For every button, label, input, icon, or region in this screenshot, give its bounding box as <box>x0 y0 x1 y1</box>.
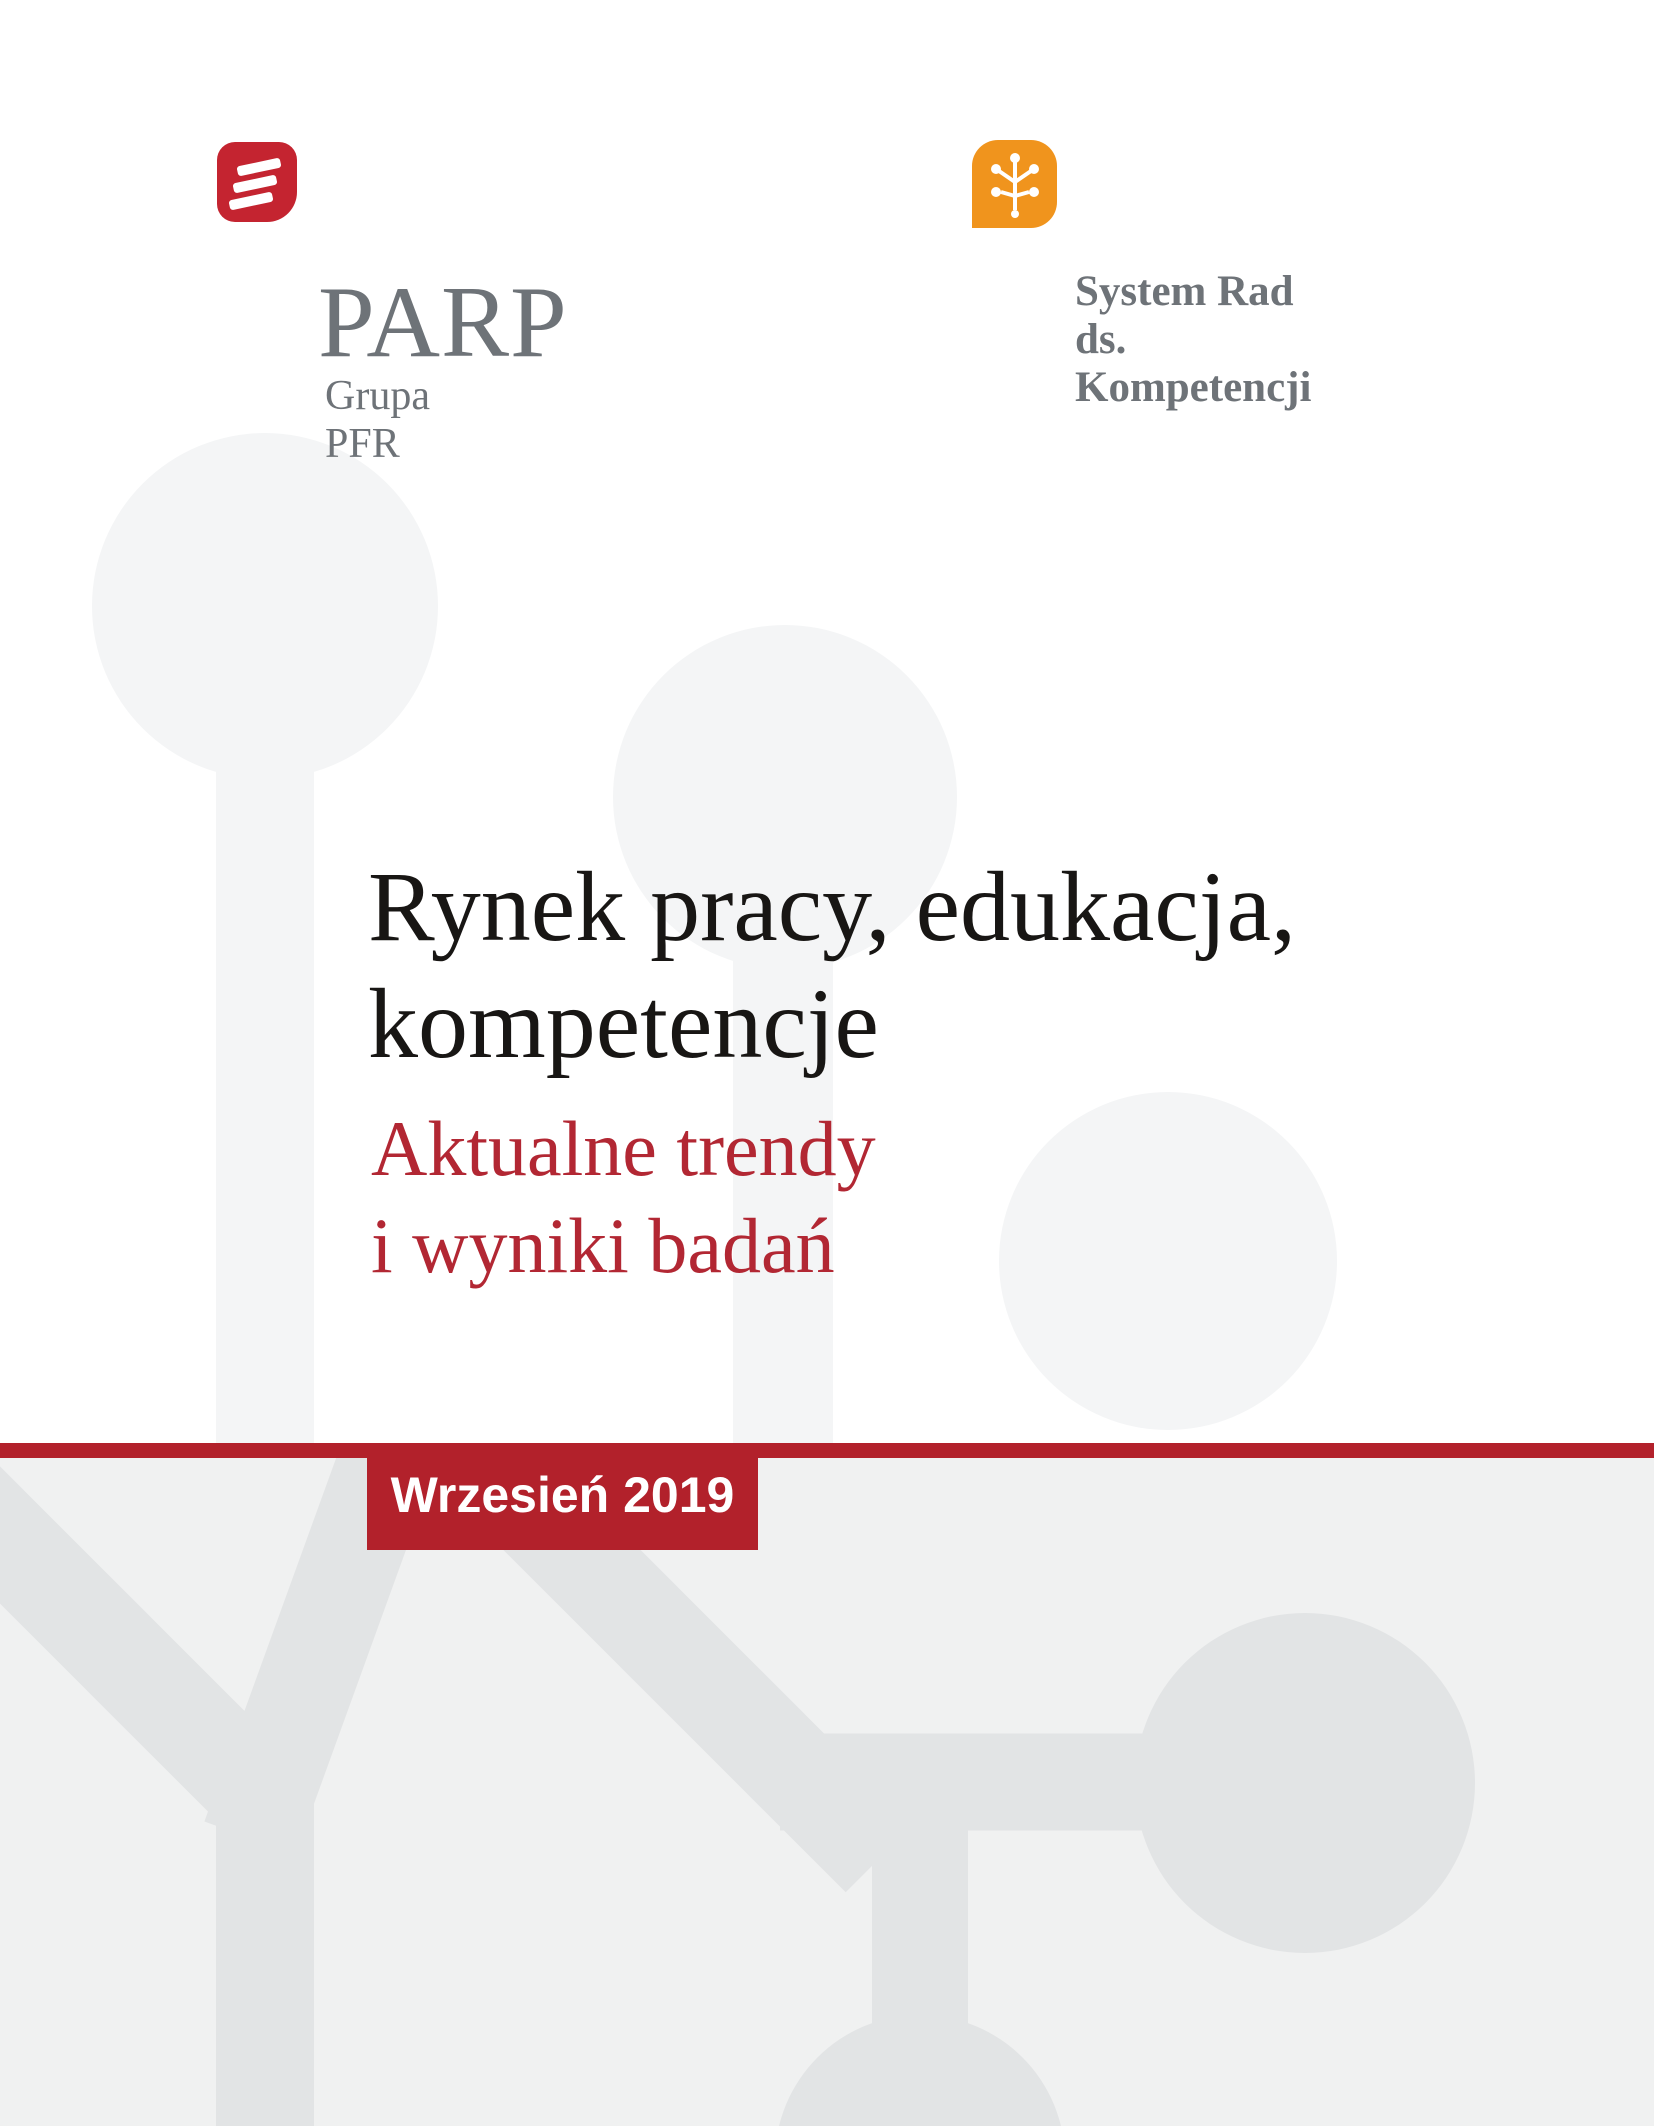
network-tree-icon <box>972 140 1057 228</box>
date-label: Wrzesień 2019 <box>390 1466 735 1523</box>
decor-stem <box>216 1758 314 2126</box>
decor-circle <box>999 1092 1337 1430</box>
subtitle-line-2: i wyniki badań <box>371 1202 835 1289</box>
system-rad-label <box>1075 268 1311 412</box>
cover-subtitle <box>371 1100 876 1294</box>
parp-flag-icon <box>217 142 297 222</box>
cover-title <box>368 848 1296 1082</box>
lower-section-background <box>0 1458 1654 2126</box>
parp-wordmark: PARP <box>318 266 568 379</box>
title-line-1: Rynek pracy, edukacja, <box>368 851 1296 962</box>
subtitle-line-1: Aktualne trendy <box>371 1105 876 1192</box>
parp-group-label: Grupa PFR <box>325 373 430 467</box>
decor-stem <box>872 1788 968 2028</box>
system-rad-label-line2: ds. Kompetencji <box>1075 316 1312 411</box>
system-rad-label-line1: System Rad <box>1075 268 1294 315</box>
title-line-2: kompetencje <box>368 968 879 1079</box>
decor-node <box>1135 1613 1475 1953</box>
date-banner <box>367 1443 758 1550</box>
decor-node <box>775 2015 1065 2126</box>
lower-network-decor <box>0 1458 1654 2126</box>
decor-stem <box>216 700 314 1443</box>
accent-stripe <box>0 1443 1654 1458</box>
